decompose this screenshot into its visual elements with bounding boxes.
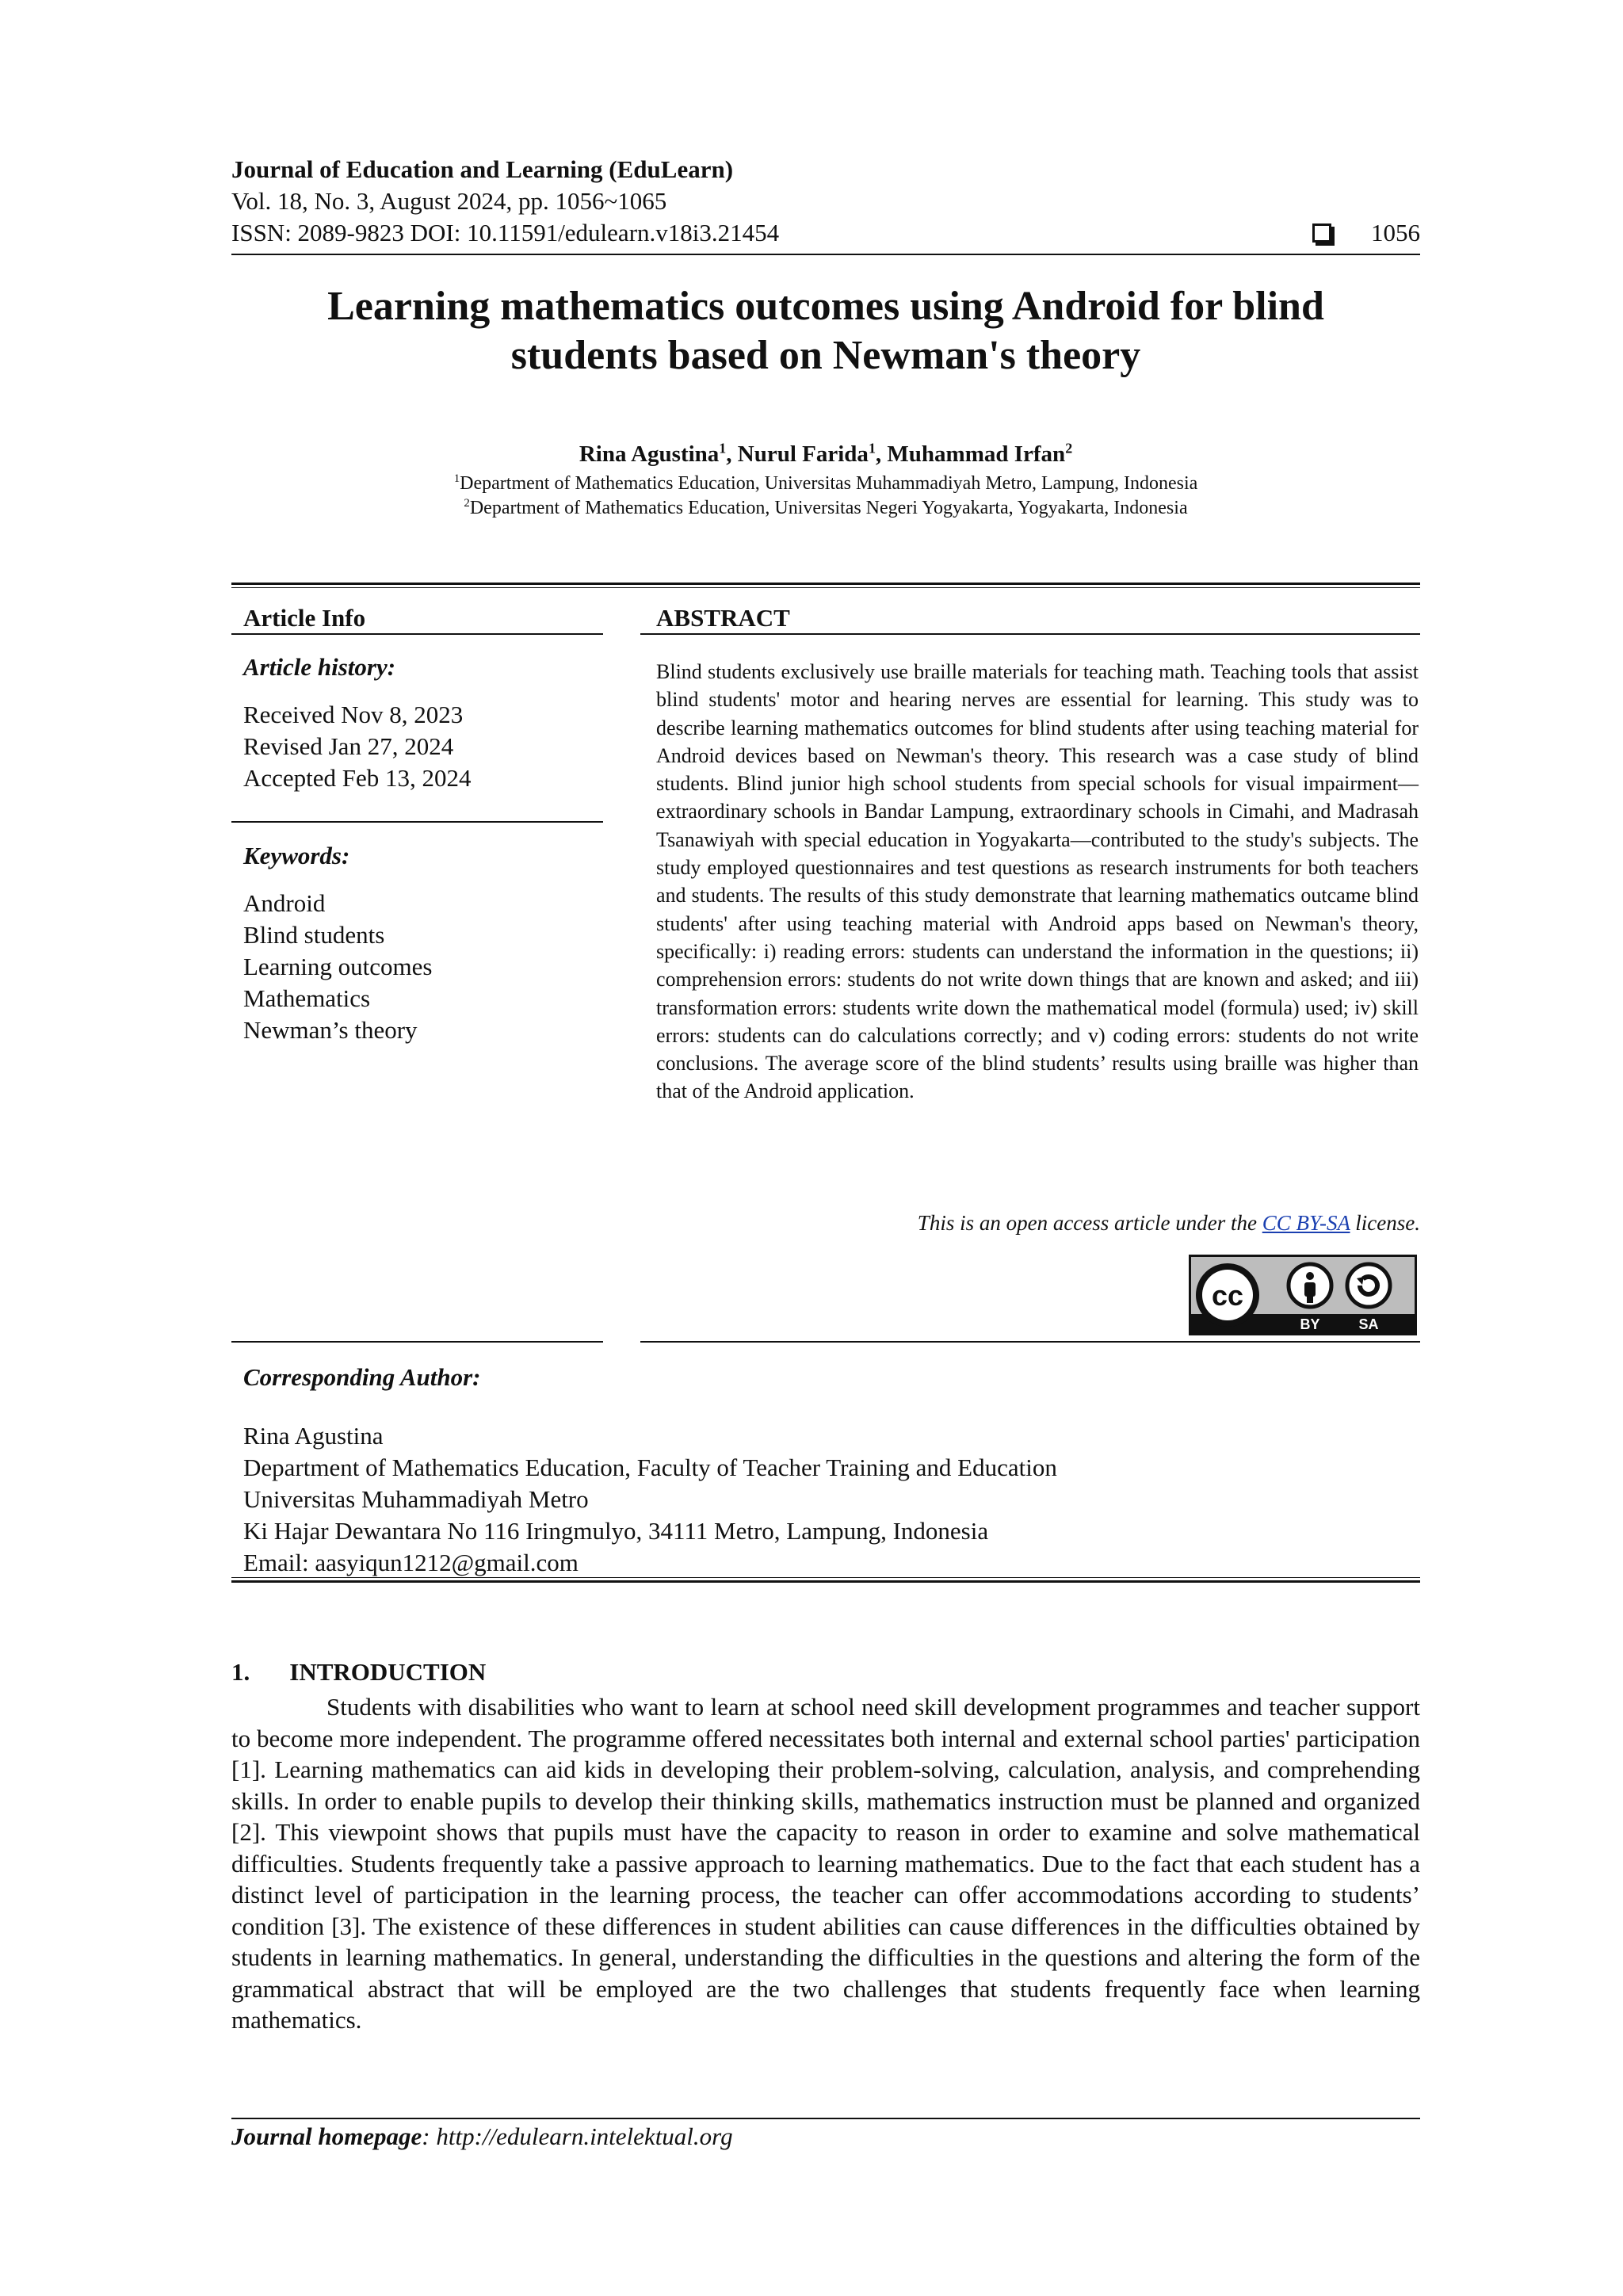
oa-suffix: license. (1350, 1211, 1420, 1235)
keywords-rule (231, 821, 603, 823)
keyword-item: Android (243, 889, 326, 917)
corr-name: Rina Agustina (243, 1422, 384, 1450)
corr-department: Department of Mathematics Education, Faculty of Teacher Training and Education (243, 1454, 1057, 1481)
history-received: Received Nov 8, 2023 (243, 701, 464, 728)
author-2: Nurul Farida (737, 441, 869, 467)
open-access-note (918, 1211, 1420, 1236)
section-title: INTRODUCTION (289, 1658, 487, 1686)
homepage-url[interactable]: : http://edulearn.intelektual.org (422, 2122, 733, 2150)
section-number: 1. (231, 1658, 250, 1686)
keywords-heading: Keywords: (243, 842, 350, 869)
volume-line: Vol. 18, No. 3, August 2024, pp. 1056~1065 (231, 187, 667, 215)
oa-prefix: This is an open access article under the (917, 1211, 1262, 1235)
corr-email: Email: aasyiqun1212@gmail.com (243, 1549, 579, 1576)
author-2-sup: 1 (868, 440, 876, 457)
abstract-text: Blind students exclusively use braille materials for teaching math. Teaching tools that assist blind students' motor and hearing nerves are essential for learning. This study was to describe learning mathematics outcomes for blind students after using teaching material for Android devices based on Newman's theory. This research was a case study of blind students. Blind junior high school students from special schools for visual impairment—extraordinary schools in Bandar Lampung, extraordinary schools in Cimahi, and Madrasah Tsanawiyah with special education in Yogyakarta—contributed to the study's subjects. The study employed questionnaires and test questions as research instruments for both teachers and students. The results of this study demonstrate that learning mathematics outcame blind students' after using teaching material with Android apps based on Newman's theory, specifically: i) reading errors: students can understand the information in the questions; ii) comprehension errors: students do not write down things that are known and asked; and iii) transformation errors: students write down the mathematical model (formula) used; iv) skill errors: students can do calculations correctly; and v) coding errors: students do not write conclusions. The average score of the blind students’ results using braille was higher than that of the Android application. (656, 660, 1419, 1103)
title-line-1: Learning mathematics outcomes using Android for blind (327, 284, 1324, 329)
affiliation-2 (231, 498, 1420, 519)
abstract-rule (640, 633, 1420, 635)
author-3-sup: 2 (1065, 440, 1073, 457)
article-info-heading: Article Info (243, 604, 366, 632)
info-box-bottom-rule-thin (231, 1577, 1420, 1578)
journal-homepage (231, 2122, 733, 2151)
square-box-icon (1312, 223, 1331, 243)
author-3: Muhammad Irfan (887, 441, 1066, 467)
homepage-label: Journal homepage (231, 2122, 422, 2150)
affiliation-1 (231, 473, 1420, 495)
affiliation-1-text: Department of Mathematics Education, Universitas Muhammadiyah Metro, Lampung, Indonesia (460, 473, 1198, 494)
cc-icon: cc (1211, 1279, 1244, 1312)
info-box-top-rule-thin (231, 587, 1420, 588)
keywords-list (243, 888, 432, 1046)
keyword-item: Mathematics (243, 984, 371, 1012)
author-1-sup: 1 (719, 440, 727, 457)
corresponding-author-heading: Corresponding Author: (243, 1363, 481, 1391)
info-box-top-rule (231, 583, 1420, 585)
cc-badge-graphic (1191, 1257, 1415, 1333)
page-number-block (1312, 219, 1420, 247)
article-history-heading: Article history: (243, 653, 396, 681)
affiliation-1-sup: 1 (453, 472, 460, 485)
introduction-paragraph: Students with disabilities who want to learn at school need skill development programmes and teacher support to become more independent. The programme offered necessitates both internal and external school parties' participation [1]. Learning mathematics can aid kids in developing their problem-solving, calculation, analysis, and comprehending skills. In order to enable pupils to develop their thinking skills, mathematics instruction must be planned and organized [2]. This viewpoint shows that pupils must have the capacity to reason in order to examine and solve mathematical difficulties. Students frequently take a passive approach to learning mathematics. Due to the fact that each student has a distinct level of participation in the learning process, the teacher can offer accommodations according to students’ condition [3]. The existence of these differences in student abilities can cause differences in the difficulties obtained by students in learning mathematics. In general, understanding the difficulties in the questions and altering the form of the grammatical abstract that will be employed are the two challenges that students frequently face when learning mathematics. (231, 1693, 1420, 2034)
abstract-bottom-rule (640, 1341, 1420, 1343)
corr-address: Ki Hajar Dewantara No 116 Iringmulyo, 34111 Metro, Lampung, Indonesia (243, 1517, 989, 1545)
keyword-item: Blind students (243, 921, 385, 949)
paper-title (231, 282, 1420, 380)
history-accepted: Accepted Feb 13, 2024 (243, 764, 472, 792)
badge-by-label: BY (1300, 1316, 1320, 1332)
affiliation-2-sup: 2 (464, 497, 470, 510)
abstract-heading: ABSTRACT (656, 604, 790, 632)
keyword-item: Learning outcomes (243, 953, 433, 980)
history-revised: Revised Jan 27, 2024 (243, 732, 454, 760)
corresponding-author-details (243, 1420, 1057, 1579)
cc-by-sa-link[interactable]: CC BY-SA (1262, 1211, 1350, 1235)
author-1: Rina Agustina (579, 441, 720, 467)
affiliation-2-text: Department of Mathematics Education, Universitas Negeri Yogyakarta, Yogyakarta, Indonesia (469, 498, 1188, 518)
info-box-bottom-rule (231, 1580, 1420, 1583)
issn-doi-line: ISSN: 2089-9823 DOI: 10.11591/edulearn.v18i3.21454 (231, 219, 780, 246)
page-number: 1056 (1371, 219, 1420, 246)
journal-name: Journal of Education and Learning (EduLearn) (231, 155, 734, 183)
introduction-heading (231, 1658, 486, 1687)
keyword-item: Newman’s theory (243, 1016, 418, 1044)
corr-university: Universitas Muhammadiyah Metro (243, 1485, 589, 1513)
share-alike-icon (1347, 1264, 1390, 1307)
badge-sa-label: SA (1358, 1316, 1379, 1332)
title-line-2: students based on Newman's theory (510, 333, 1141, 378)
footer-rule (231, 2118, 1420, 2119)
author-list: Rina Agustina$^1$, Nurul Farida$^1$, Muhammad Irfan$^2$ (579, 440, 1073, 467)
article-info-bottom-rule (231, 1341, 603, 1343)
cc-by-sa-badge[interactable] (1189, 1255, 1417, 1335)
article-info-rule (231, 633, 603, 635)
header-rule (231, 254, 1420, 255)
article-history-list (243, 699, 472, 794)
